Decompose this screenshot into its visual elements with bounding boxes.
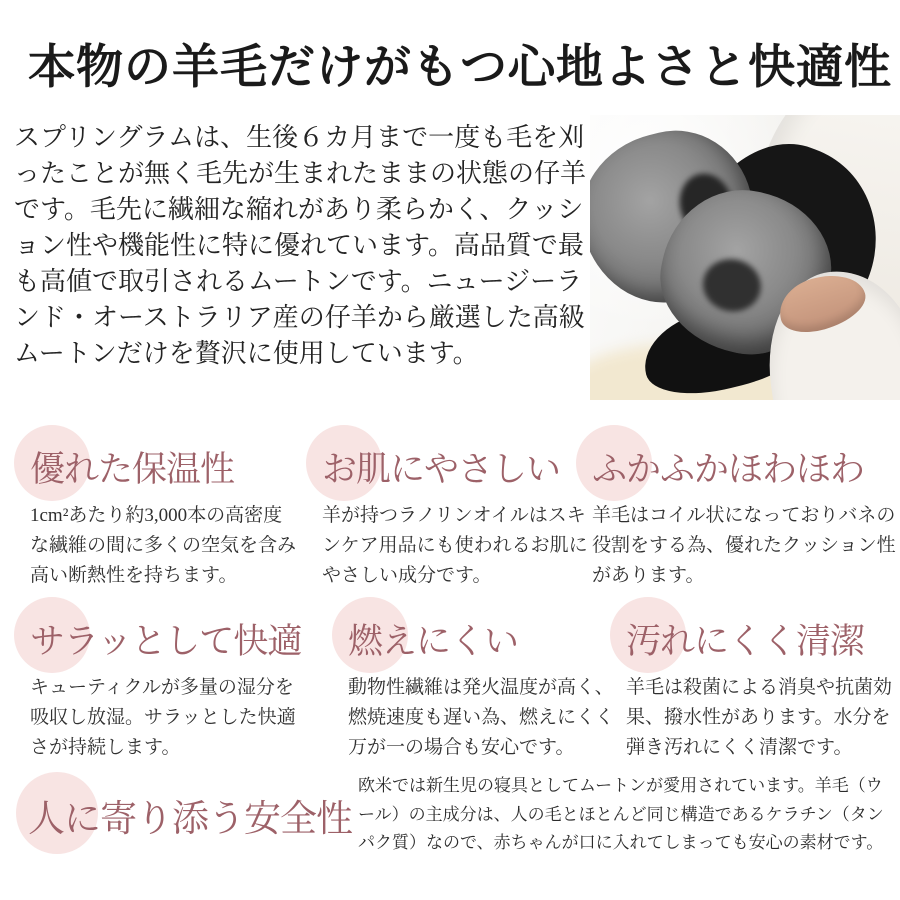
- feature-title: ふかふかほわほわ: [592, 450, 865, 489]
- feature-fluffy: [592, 442, 898, 591]
- intro-paragraph: スプリングラムは、生後６カ月まで一度も毛を刈ったことが無く毛先が生まれたままの状態の仔羊です。毛先に繊細な縮れがあり柔らかく、クッション性や機能性に特に優れています。高品質で最も高値で取引されるムートンです。ニュージーランド・オーストラリア産の仔羊から厳選した高級ムートンだけを贅沢に使用しています。: [14, 123, 587, 368]
- product-photo: [590, 115, 900, 400]
- feature-title: お肌にやさしい: [322, 450, 561, 489]
- feature-heading: [322, 442, 560, 492]
- feature-heading: [626, 614, 864, 664]
- feature-heading: [30, 442, 234, 492]
- feature-warmth: [30, 442, 298, 591]
- feature-skin-friendly: [322, 442, 590, 591]
- feature-body: 羊毛は殺菌による消臭や抗菌効果、撥水性があります。水分を弾き汚れにくく清潔です。: [626, 677, 893, 758]
- feature-body: キューティクルが多量の湿分を吸収し放湿。サラッとした快適さが持続します。: [30, 677, 296, 758]
- feature-title: 燃えにくい: [348, 622, 519, 661]
- feature-body: 羊毛はコイル状になっておりバネの役割をする為、優れたクッション性があります。: [592, 505, 896, 586]
- page-title: 本物の羊毛だけがもつ心地よさと快適性: [28, 42, 892, 94]
- feature-body: 羊が持つラノリンオイルはスキンケア用品にも使われるお肌にやさしい成分です。: [322, 505, 588, 586]
- safety-body: 欧米では新生児の寝具としてムートンが愛用されています。羊毛（ウール）の主成分は、人の毛とほとんど同じ構造であるケラチン（タンパク質）なので、赤ちゃんが口に入れてしまっても安心の素材です。: [358, 776, 884, 852]
- feature-heading: [348, 614, 518, 664]
- feature-dry-comfort: [30, 614, 302, 763]
- feature-title: サラッとして快適: [30, 622, 302, 661]
- feature-body: 1cm²あたり約3,000本の高密度な繊維の間に多くの空気を含み高い断熱性を持ちます。: [30, 505, 297, 586]
- feature-title: 汚れにくく清潔: [626, 622, 865, 661]
- feature-heading: [592, 442, 864, 492]
- feature-flame-resistant: [348, 614, 616, 763]
- safety-heading: [28, 788, 352, 842]
- safety-title: 人に寄り添う安全性: [28, 799, 352, 840]
- feature-heading: [30, 614, 301, 664]
- feature-body: 動物性繊維は発火温度が高く、燃焼速度も遅い為、燃えにくく万が一の場合も安心です。: [348, 677, 615, 758]
- feature-stain-resistant: [626, 614, 894, 763]
- feature-title: 優れた保温性: [30, 450, 235, 489]
